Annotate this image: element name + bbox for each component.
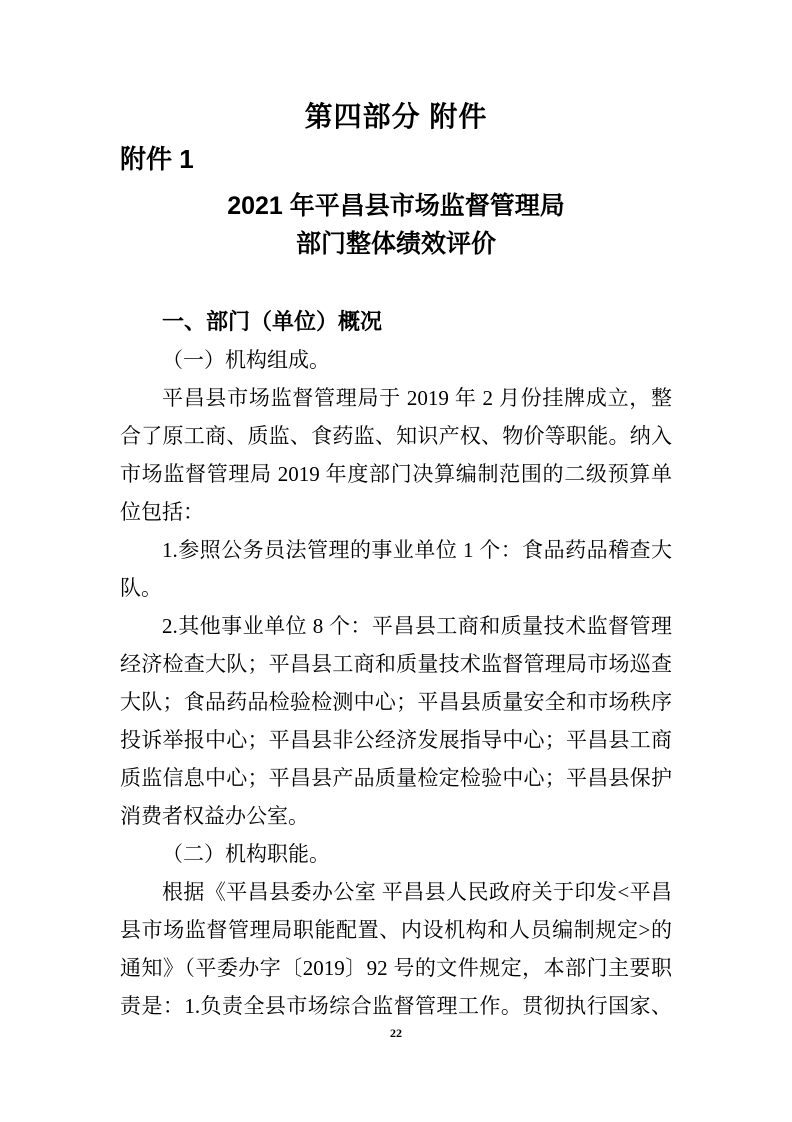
body-line: （一）机构组成。 <box>162 348 330 372</box>
body-line: 1.参照公务员法管理的事业单位 1 个：食品药品稽查大 <box>162 538 672 562</box>
body-line: 合了原工商、质监、食药监、知识产权、物价等职能。纳入 <box>120 424 672 448</box>
body-line: 2.其他事业单位 8 个：平昌县工商和质量技术监督管理 <box>162 614 672 638</box>
body-line: 通知》（平委办字〔2019〕92 号的文件规定，本部门主要职 <box>120 956 672 980</box>
body-line: （二）机构职能。 <box>162 842 330 866</box>
body-line: 责是：1.负责全县市场综合监督管理工作。贯彻执行国家、 <box>120 994 672 1018</box>
attachment-label: 附件 1 <box>120 144 194 174</box>
body-line: 经济检查大队；平昌县工商和质量技术监督管理局市场巡查 <box>120 652 672 676</box>
body-line: 队。 <box>120 576 162 600</box>
body-line: 县市场监督管理局职能配置、内设机构和人员编制规定>的 <box>120 918 672 942</box>
body-line-heading-1: 一、部门（单位）概况 <box>162 309 383 334</box>
body-line: 根据《平昌县委办公室 平昌县人民政府关于印发<平昌 <box>162 880 672 904</box>
doc-title-line-1: 2021 年平昌县市场监督管理局 <box>227 192 565 220</box>
doc-title-line-2: 部门整体绩效评价 <box>295 230 496 258</box>
body-line: 位包括： <box>120 500 204 524</box>
body-line: 平昌县市场监督管理局于 2019 年 2 月份挂牌成立，整 <box>162 386 672 410</box>
body-line: 市场监督管理局 2019 年度部门决算编制范围的二级预算单 <box>120 462 672 486</box>
body-line: 消费者权益办公室。 <box>120 804 309 828</box>
page-number: 22 <box>390 1026 402 1040</box>
section-title: 第四部分 附件 <box>304 101 488 132</box>
body-line: 大队；食品药品检验检测中心；平昌县质量安全和市场秩序 <box>120 690 672 714</box>
body-text <box>120 303 672 1025</box>
document-content <box>120 0 672 1025</box>
body-line: 投诉举报中心；平昌县非公经济发展指导中心；平昌县工商 <box>120 728 672 752</box>
body-line: 质监信息中心；平昌县产品质量检定检验中心；平昌县保护 <box>120 766 672 790</box>
